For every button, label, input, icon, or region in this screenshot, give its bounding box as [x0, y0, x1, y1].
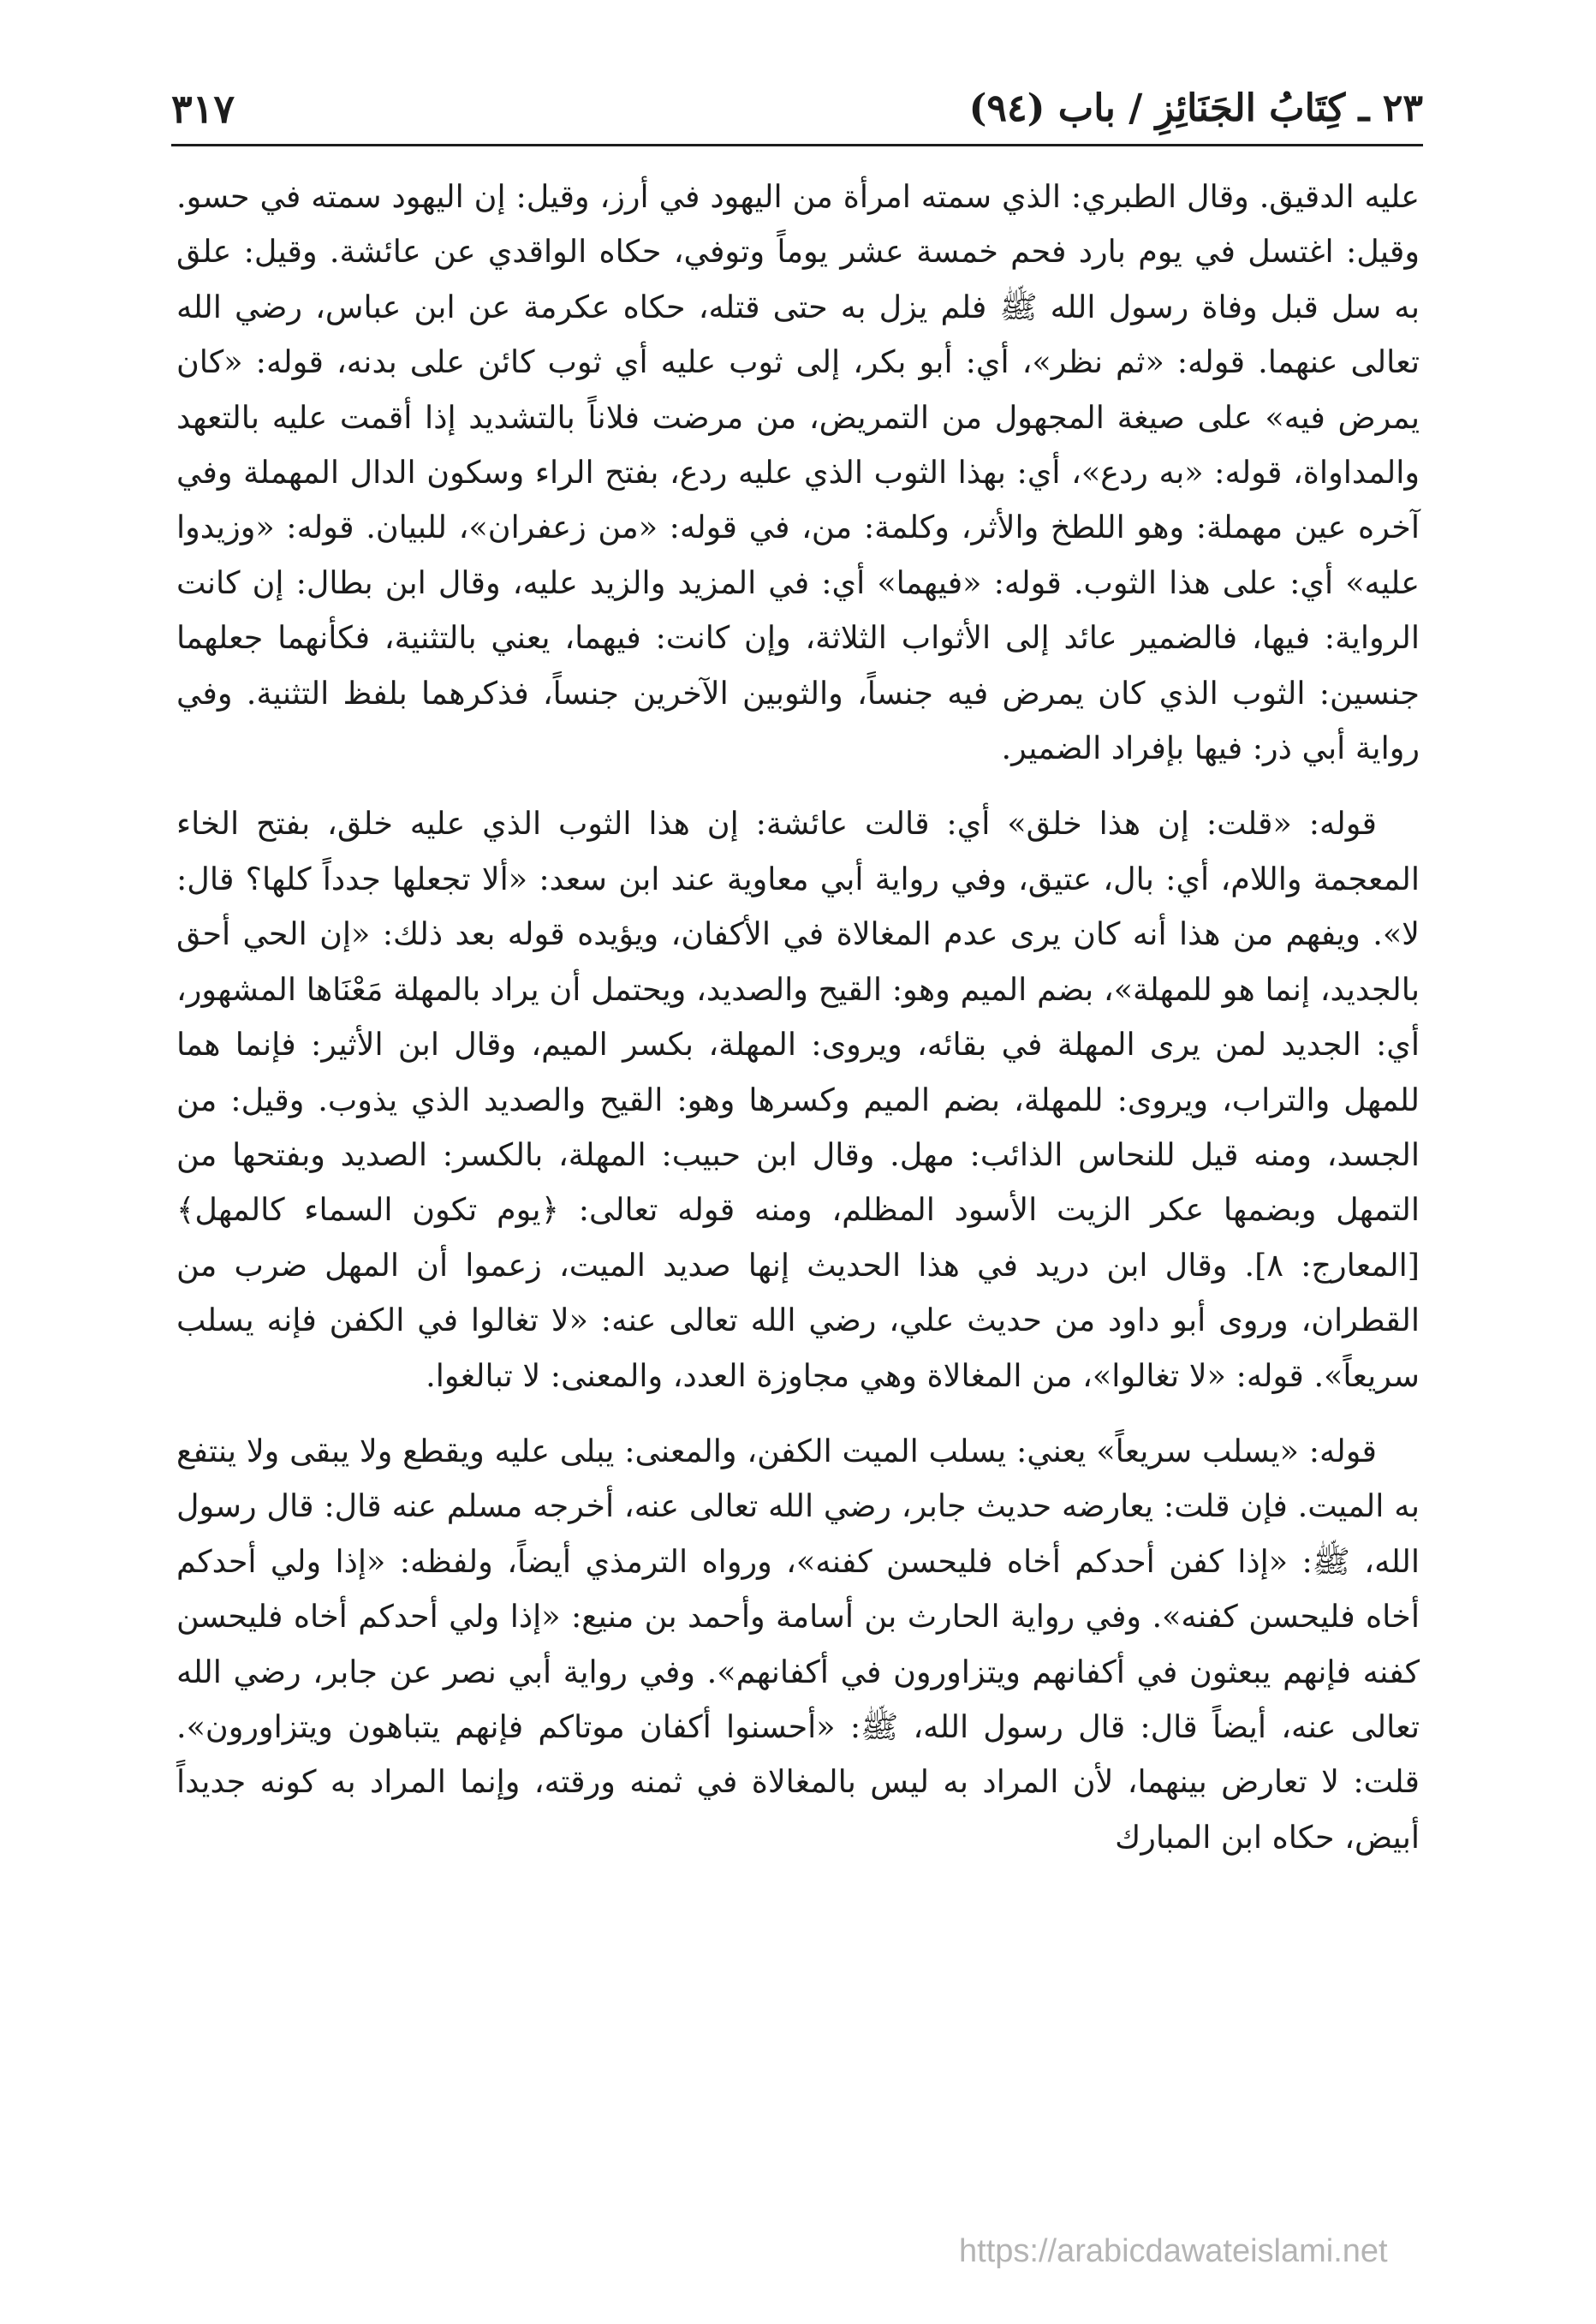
- page-number: ٣١٧: [171, 86, 235, 132]
- paragraph-2: قوله: «قلت: إن هذا خلق» أي: قالت عائشة: إن هذا الثوب الذي عليه خلق، بفتح الخاء المعجمة واللام، أي: بال، عتيق، وفي رواية أبي معاوية عند ابن سعد: «ألا تجعلها جدداً كلها؟ قال: لا». ويفهم من هذا أنه كان يرى عدم المغالاة في الأكفان، ويؤيده قوله بعد ذلك: «إن الحي أحق بالجديد، إنما هو للمهلة»، بضم الميم وهو: القيح والصديد، ويحتمل أن يراد بالمهلة مَعْنَاها المشهور، أي: الجديد لمن يرى المهلة في بقائه، ويروى: المهلة، بكسر الميم، وقال ابن الأثير: فإنما هما للمهل والتراب، ويروى: للمهلة، بضم الميم وكسرها وهو: القيح والصديد الذي يذوب. وقيل: من الجسد، ومنه قيل للنحاس الذائب: مهل. وقال ابن حبيب: المهلة، بالكسر: الصديد وبفتحها من التمهل وبضمها عكر الزيت الأسود المظلم، ومنه قوله تعالى: ﴿يوم تكون السماء كالمهل﴾ [المعارج: ٨]. وقال ابن دريد في هذا الحديث إنها صديد الميت، زعموا أن المهل ضرب من القطران، وروى أبو داود من حديث علي، رضي الله تعالى عنه: «لا تغالوا في الكفن فإنه يسلب سريعاً». قوله: «لا تغالوا»، من المغالاة وهي مجاوزة العدد، والمعنى: لا تبالغوا.: [176, 805, 1420, 1394]
- page-header: [171, 75, 1423, 142]
- running-title: ٢٣ ـ كِتَابُ الجَنَائِزِ / باب (٩٤): [968, 86, 1423, 130]
- watermark-url: https://arabicdawateislami.net: [959, 2233, 1388, 2269]
- paragraph-3: قوله: «يسلب سريعاً» يعني: يسلب الميت الكفن، والمعنى: يبلى عليه ويقطع ولا يبقى ولا ينتفع به الميت. فإن قلت: يعارضه حديث جابر، رضي الله تعالى عنه، أخرجه مسلم عنه قال: قال رسول الله، ﷺ: «إذا كفن أحدكم أخاه فليحسن كفنه»، ورواه الترمذي أيضاً، ولفظه: «إذا ولي أحدكم أخاه فليحسن كفنه». وفي رواية الحارث بن أسامة وأحمد بن منيع: «إذا ولي أحدكم أخاه فليحسن كفنه فإنهم يبعثون في أكفانهم ويتزاورون في أكفانهم». وفي رواية أبي نصر عن جابر، رضي الله تعالى عنه، أيضاً قال: قال رسول الله، ﷺ: «أحسنوا أكفان موتاكم فإنهم يتباهون ويتزاورون». قلت: لا تعارض بينهما، لأن المراد به ليس بالمغالاة في ثمنه ورقته، وإنما المراد به كونه جديداً أبيض، حكاه ابن المبارك: [176, 1432, 1420, 1856]
- paragraph-1: عليه الدقيق. وقال الطبري: الذي سمته امرأة من اليهود في أرز، وقيل: إن اليهود سمته في حسو. وقيل: اغتسل في يوم بارد فحم خمسة عشر يوماً وتوفي، حكاه الواقدي عن عائشة. وقيل: علق به سل قبل وفاة رسول الله ﷺ فلم يزل به حتى قتله، حكاه عكرمة عن ابن عباس، رضي الله تعالى عنهما. قوله: «ثم نظر»، أي: أبو بكر، إلى ثوب عليه أي ثوب كائن على بدنه، قوله: «كان يمرض فيه» على صيغة المجهول من التمريض، من مرضت فلاناً بالتشديد إذا أقمت عليه بالتعهد والمداواة، قوله: «به ردع»، أي: بهذا الثوب الذي عليه ردع، بفتح الراء وسكون الدال المهملة وفي آخره عين مهملة: وهو اللطخ والأثر، وكلمة: من، في قوله: «من زعفران»، للبيان. قوله: «وزيدوا عليه» أي: على هذا الثوب. قوله: «فيهما» أي: في المزيد والزيد عليه، وقال ابن بطال: إن كانت الرواية: فيها، فالضمير عائد إلى الأثواب الثلاثة، وإن كانت: فيهما، يعني بالتثنية، فكأنهما جعلهما جنسين: الثوب الذي كان يمرض فيه جنساً، والثوبين الآخرين جنساً، فذكرهما بلفظ التثنية. وفي رواية أبي ذر: فيها بإفراد الضمير.: [176, 178, 1420, 767]
- header-rule: [171, 144, 1423, 146]
- text-body: [176, 170, 1420, 1865]
